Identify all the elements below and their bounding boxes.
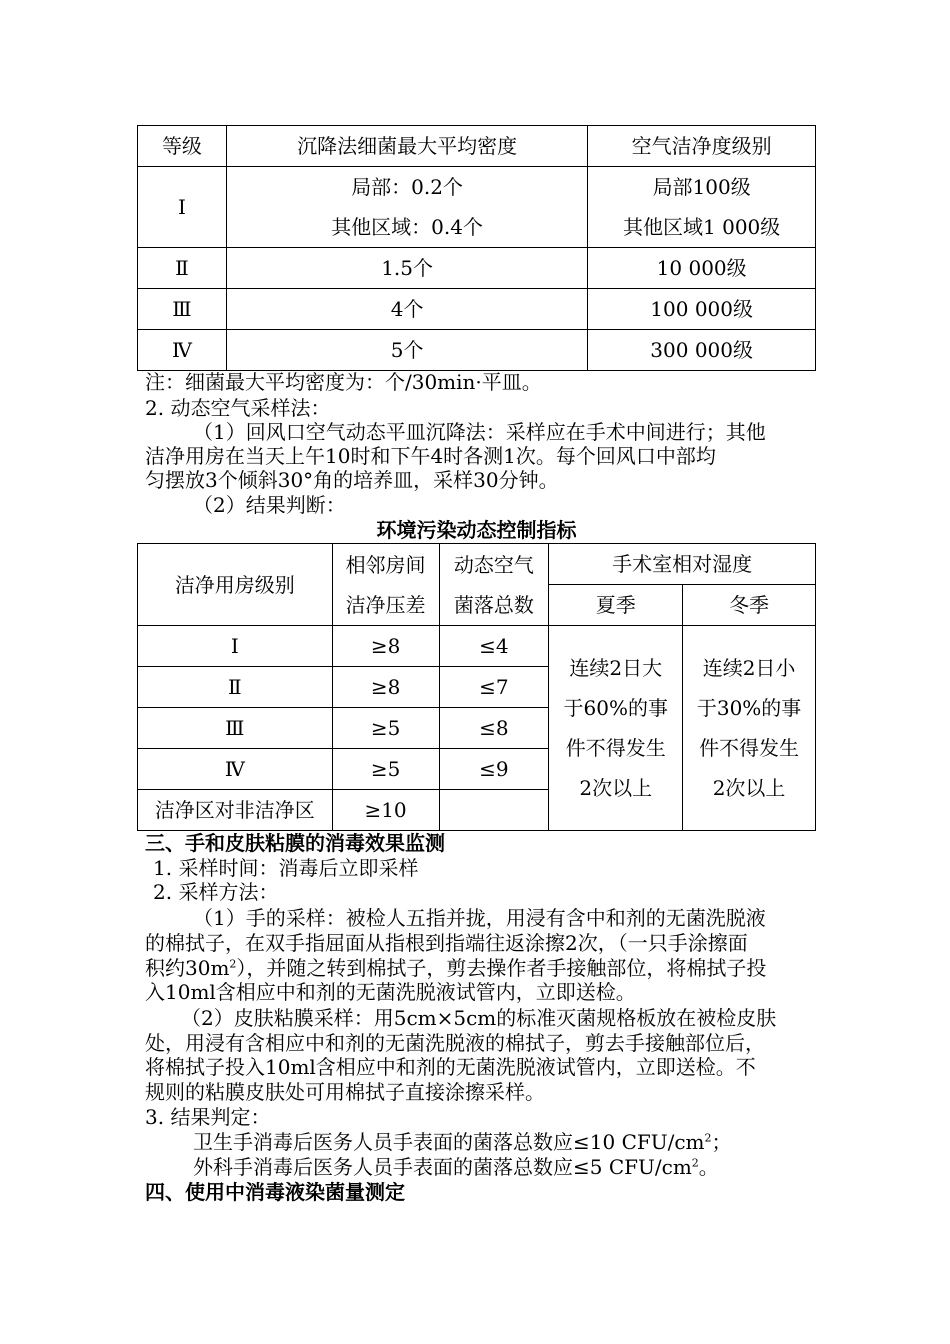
header-humidity: 手术室相对湿度: [549, 544, 816, 585]
cleanliness-line: 局部100级: [652, 175, 751, 199]
paragraph-line: （2）皮肤粘膜采样：用5cm×5cm的标准灭菌规格板放在被检皮肤: [181, 1006, 777, 1030]
colony-cell: ≤7: [439, 667, 549, 708]
result-line: [193, 1154, 719, 1180]
table-header-row: [138, 544, 816, 585]
header-pressure: [332, 544, 439, 626]
superscript: 2: [691, 1156, 699, 1170]
grade-cell: Ⅳ: [138, 330, 227, 371]
header-room-level: 洁净用房级别: [138, 544, 333, 626]
pressure-cell: ≥8: [332, 667, 439, 708]
pressure-cell: ≥8: [332, 626, 439, 667]
humidity-line: 于60%的事: [563, 696, 668, 720]
humidity-line: 于30%的事: [696, 696, 802, 720]
paragraph-line: （2）结果判断：: [193, 493, 346, 517]
header-line: 动态空气: [453, 552, 534, 577]
level-cell: 洁净区对非洁净区: [138, 790, 333, 831]
density-cell: 4个: [226, 289, 587, 330]
humidity-line: 连续2日小: [702, 656, 796, 680]
cleanliness-line: 其他区域1 000级: [623, 215, 781, 239]
table-row: [138, 626, 816, 667]
grade-cell: Ⅱ: [138, 248, 227, 289]
cleanliness-cell: 300 000级: [588, 330, 816, 371]
text-span: ），并随之转到棉拭子，剪去操作者手接触部位，将棉拭子投: [236, 956, 767, 980]
pressure-cell: ≥10: [332, 790, 439, 831]
text-span: 外科手消毒后医务人员手表面的菌落总数应≤5 CFU/cm: [193, 1155, 692, 1179]
section-3-heading: 三、手和皮肤粘膜的消毒效果监测: [145, 831, 445, 855]
table-row: [138, 330, 816, 371]
table-row: [138, 289, 816, 330]
superscript: 2: [229, 957, 237, 971]
grade-cell: Ⅲ: [138, 289, 227, 330]
header-colony: [439, 544, 549, 626]
item-2: 2. 采样方法：: [153, 880, 279, 904]
summer-humidity-cell: [549, 626, 683, 831]
paragraph-line: 将棉拭子投入10ml含相应中和剂的无菌洗脱液试管内，立即送检。不: [145, 1055, 756, 1079]
text-span: ；: [711, 1130, 732, 1154]
density-line: 局部：0.2个: [351, 175, 463, 199]
paragraph-line: 处，用浸有含相应中和剂的无菌洗脱液的棉拭子，剪去手接触部位后，: [145, 1031, 765, 1055]
colony-cell: ≤8: [439, 708, 549, 749]
section-2-title: 2. 动态空气采样法：: [145, 396, 331, 420]
paragraph-line: 洁净用房在当天上午10时和下午4时各测1次。每个回风口中部均: [145, 444, 716, 468]
table-caption: 环境污染动态控制指标: [376, 518, 577, 542]
header-grade: 等级: [138, 126, 227, 167]
item-1: 1. 采样时间：消毒后立即采样: [153, 856, 419, 880]
result-line: [193, 1129, 732, 1155]
header-density: 沉降法细菌最大平均密度: [226, 126, 587, 167]
density-cell: 5个: [226, 330, 587, 371]
pressure-cell: ≥5: [332, 708, 439, 749]
paragraph-line: （1）回风口空气动态平皿沉降法：采样应在手术中间进行；其他: [193, 420, 766, 444]
text-span: 卫生手消毒后医务人员手表面的菌落总数应≤10 CFU/cm: [193, 1130, 705, 1154]
level-cell: Ⅲ: [138, 708, 333, 749]
paragraph-line: 规则的粘膜皮肤处可用棉拭子直接涂擦采样。: [145, 1080, 545, 1104]
density-cell: 1.5个: [226, 248, 587, 289]
table-header-row: [138, 126, 816, 167]
table-note: 注：细菌最大平均密度为：个/30min·平皿。: [145, 370, 542, 394]
text-span: 。: [698, 1155, 719, 1179]
item-3: 3. 结果判定：: [145, 1105, 271, 1129]
winter-humidity-cell: [683, 626, 816, 831]
density-line: 其他区域：0.4个: [331, 215, 483, 239]
header-summer: 夏季: [549, 585, 683, 626]
colony-cell: ≤9: [439, 749, 549, 790]
paragraph-line: [145, 955, 766, 981]
humidity-line: 2次以上: [712, 776, 786, 800]
header-line: 相邻房间: [345, 552, 426, 577]
humidity-line: 2次以上: [579, 776, 653, 800]
header-line: 菌落总数: [453, 592, 534, 617]
cleanliness-cell: 100 000级: [588, 289, 816, 330]
paragraph-line: 的棉拭子，在双手指屈面从指根到指端往返涂擦2次，（一只手涂擦面: [145, 931, 748, 955]
section-4-heading: 四、使用中消毒液染菌量测定: [145, 1180, 405, 1204]
paragraph-line: （1）手的采样：被检人五指并拢，用浸有含中和剂的无菌洗脱液: [193, 906, 766, 930]
cleanliness-cell: [588, 167, 816, 248]
humidity-line: 件不得发生: [565, 736, 666, 760]
density-cell: [226, 167, 587, 248]
pressure-cell: ≥5: [332, 749, 439, 790]
header-winter: 冬季: [683, 585, 816, 626]
header-cleanliness: 空气洁净度级别: [588, 126, 816, 167]
humidity-line: 件不得发生: [699, 736, 800, 760]
colony-cell: ≤4: [439, 626, 549, 667]
paragraph-line: 匀摆放3个倾斜30°角的培养皿，采样30分钟。: [145, 468, 559, 492]
colony-cell: [439, 790, 549, 831]
level-cell: Ⅳ: [138, 749, 333, 790]
level-cell: Ⅰ: [138, 626, 333, 667]
humidity-line: 连续2日大: [569, 656, 663, 680]
air-cleanliness-table: [137, 125, 816, 371]
table-row: [138, 167, 816, 248]
cleanliness-cell: 10 000级: [588, 248, 816, 289]
level-cell: Ⅱ: [138, 667, 333, 708]
superscript: 2: [704, 1131, 712, 1145]
grade-cell: Ⅰ: [138, 167, 227, 248]
table-row: [138, 248, 816, 289]
text-span: 积约30m: [145, 956, 230, 980]
header-line: 洁净压差: [345, 592, 426, 617]
paragraph-line: 入10ml含相应中和剂的无菌洗脱液试管内，立即送检。: [145, 980, 636, 1004]
dynamic-control-table: [137, 543, 816, 831]
